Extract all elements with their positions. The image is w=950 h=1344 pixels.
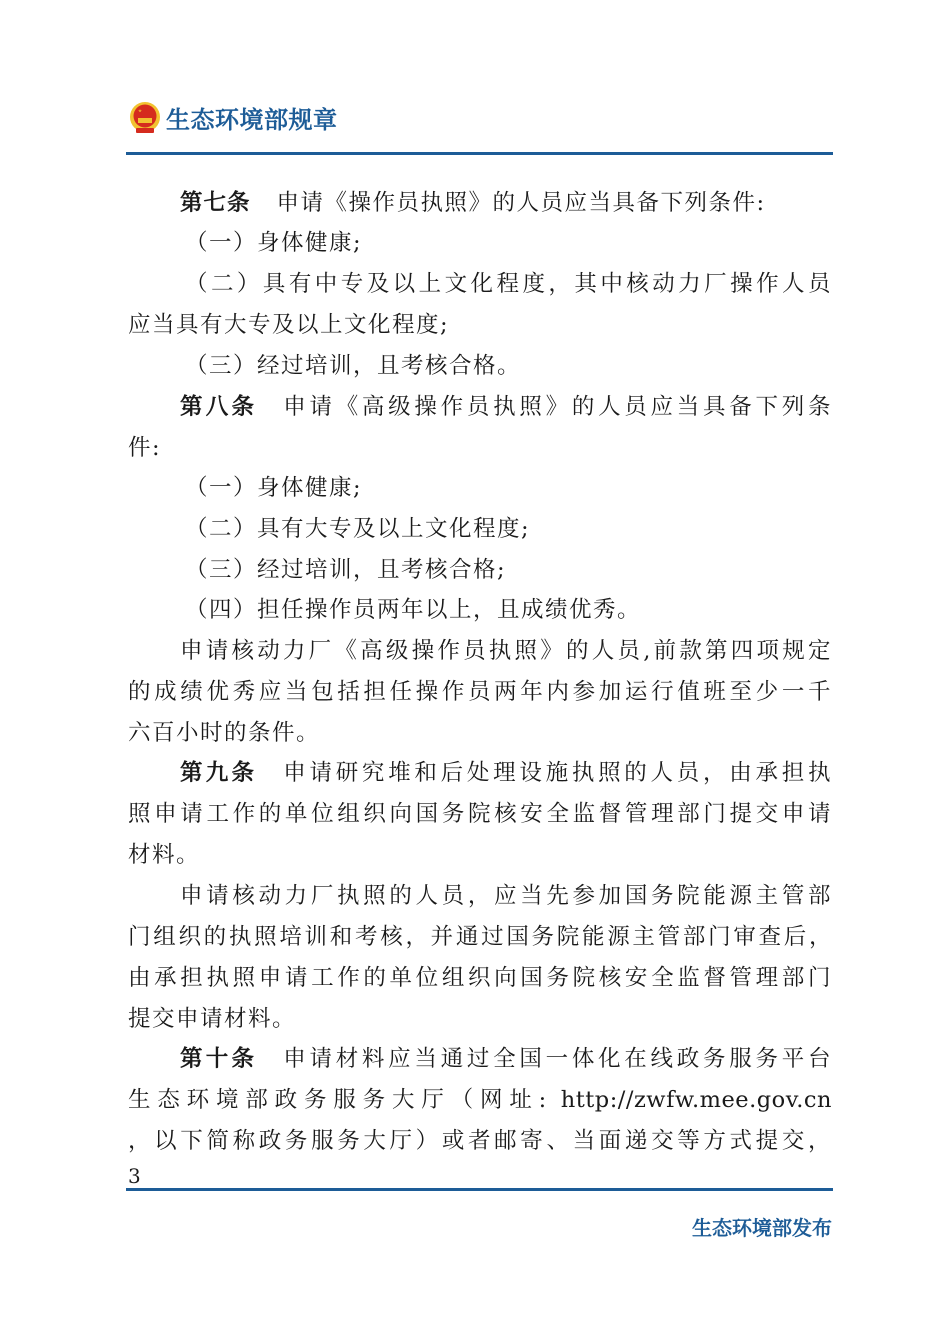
- text-line: （三）经过培训，且考核合格;: [185, 557, 507, 583]
- line-text: 申请材料应当通过全国一体化在线政务服务平台: [283, 1046, 832, 1072]
- text-line: 提交申请材料。: [128, 1006, 297, 1032]
- text-line: 由承担执照申请工作的单位组织向国务院核安全监督管理部门: [128, 965, 832, 991]
- text-line: 申请核动力厂《高级操作员执照》的人员,前款第四项规定: [180, 638, 832, 664]
- text-line: （二）具有大专及以上文化程度;: [185, 516, 531, 542]
- text-line: ，以下简称政务服务大厅）或者邮寄、当面递交等方式提交，: [128, 1128, 832, 1154]
- text-line: 六百小时的条件。: [128, 720, 321, 746]
- line-text: 申请研究堆和后处理设施执照的人员，由承担执: [283, 760, 832, 786]
- text-line: （二）具有中专及以上文化程度，其中核动力厂操作人员: [185, 271, 832, 297]
- text-line: 件:: [128, 435, 162, 461]
- text-line: （三）经过培训，且考核合格。: [185, 353, 522, 379]
- text-line: 的成绩优秀应当包括担任操作员两年内参加运行值班至少一千: [128, 679, 832, 705]
- text-line: [180, 188, 832, 218]
- text-line: 申请核动力厂执照的人员，应当先参加国务院能源主管部: [180, 883, 832, 909]
- text-line: [180, 392, 832, 422]
- text-line: 照申请工作的单位组织向国务院核安全监督管理部门提交申请: [128, 801, 832, 827]
- article-label: 第九条: [180, 760, 258, 786]
- article-label: 第八条: [180, 394, 258, 420]
- national-emblem-icon: [128, 101, 162, 135]
- text-line: [180, 1044, 832, 1074]
- text-line: [180, 758, 832, 788]
- header-title: 生态环境部规章: [166, 106, 338, 134]
- text-line: 材料。: [128, 842, 201, 868]
- line-text: 申请《操作员执照》的人员应当具备下列条件:: [276, 190, 766, 216]
- article-label: 第七条: [180, 190, 251, 216]
- text-line: （四）担任操作员两年以上，且成绩优秀。: [185, 597, 642, 623]
- text-line: 生态环境部政务服务大厅（网址: http://zwfw.mee.gov.cn: [128, 1087, 832, 1113]
- page-number: 3: [128, 1164, 141, 1188]
- text-line: 应当具有大专及以上文化程度;: [128, 312, 450, 338]
- text-line: （一）身体健康;: [185, 230, 363, 256]
- article-label: 第十条: [180, 1046, 258, 1072]
- page-header: [128, 100, 338, 135]
- header-divider: [126, 152, 833, 155]
- text-line: 门组织的执照培训和考核，并通过国务院能源主管部门审查后，: [128, 924, 832, 950]
- text-line: （一）身体健康;: [185, 475, 363, 501]
- footer-publisher: 生态环境部发布: [692, 1216, 832, 1240]
- line-text: 申请《高级操作员执照》的人员应当具备下列条: [283, 394, 832, 420]
- footer-divider: [126, 1188, 833, 1191]
